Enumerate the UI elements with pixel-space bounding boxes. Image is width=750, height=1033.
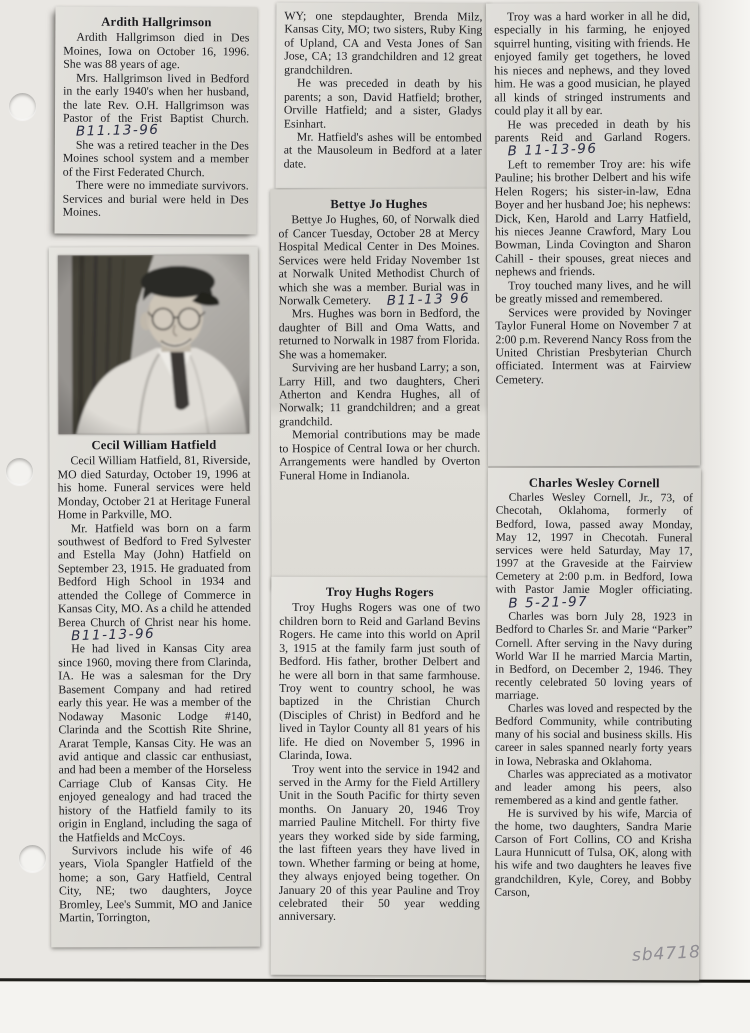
obituary-paragraph: Ardith Hallgrimson died in Des Moines, Iowa on October 16, 1996. She was 88 years of age. xyxy=(63,29,250,72)
obituary-ardith-hallgrimson xyxy=(55,7,258,235)
obituary-paragraph: WY; one stepdaughter, Brenda Milz, Kansas City, MO; two sisters, Ruby King of Upland, CA and Vesta Jones of San Jose, CA; 13 grandchildren and 12 great grandchildren. xyxy=(284,8,483,77)
obituary-paragraph: Charles was appreciated as a motivator and leader among his peers, also remembered as a kind and gentle father. xyxy=(494,768,692,808)
obituary-paragraph: Troy went into the service in 1942 and served in the Army for the Field Artillery Unit in the South Pacific for thirty seven months. On January 20, 1946 Troy married Pauline Mitchell. For thirty five years they worked side by side farming, the last fifteen years they have lived in town. Whether farming or being at home, they always enjoyed being together. On January 20 of this year Pauline and Troy celebrated their 50 year wedding anniversary. xyxy=(278,761,481,924)
obituary-paragraph: Surviving are her husband Larry; a son, Larry Hill, and two daughters, Cheri Atherton and Kendra Hughes, all of Norwalk; 11 grandchildren; and a great grandchild. xyxy=(278,359,481,429)
obituary-paragraph: Troy touched many lives, and he will be greatly missed and remembered. xyxy=(495,277,692,306)
handwritten-date-annotation: B 11-13-96 xyxy=(507,141,598,160)
obituary-paragraph: Cecil William Hatfield, 81, Riverside, MO died Saturday, October 19, 1996 at his home. Funeral services were held Monday, October 21 at Heritage Funeral Home in Parkville, MO. xyxy=(57,453,251,522)
obituary-paragraph: She was a retired teacher in the Des Moines school system and a member of the First Federated Church. xyxy=(62,137,249,179)
obituary-title: Ardith Hallgrimson xyxy=(101,14,212,30)
obituary-paragraph: Charles was born July 28, 1923 in Bedford to Charles Sr. and Marie “Parker” Cornell. After serving in the Navy during World War II he married Marcia Martin, in Bedford, on December 2, 1946. They recently celebrated 50 loving years of marriage. xyxy=(495,611,693,702)
obituary-body xyxy=(278,213,480,482)
obituary-body xyxy=(284,9,483,171)
archive-code-handwritten: sb4718 xyxy=(631,942,702,966)
portrait-photo xyxy=(58,255,250,435)
obituary-paragraph: Charles Wesley Cornell, Jr., 73, of Checotah, Oklahoma, formerly of Bedford, Iowa, passed away Monday, May 12, 1997 in Checotah. Funeral services were held Saturday, May 17, 1997 at the Graveside at the Fairview Cemetery at 2:00 p.m. in Bedford, Iowa with Pastor Jamie Mogler officiating. B 5-21-97 xyxy=(495,492,693,612)
obituary-title: Cecil William Hatfield xyxy=(91,437,217,453)
underlying-sheet-area xyxy=(0,982,750,1033)
obituary-paragraph: Services were provided by Novinger Taylor Funeral Home on November 7 at 2:00 p.m. Reverend Nancy Ross from the United Christian Presbyterian Church officiated. Interment was at Fairview Cemetery. xyxy=(495,304,692,387)
obituary-paragraph: Mrs. Hallgrimson lived in Bedford in the early 1940's when her husband, the late Rev. O.H. Hallgrimson was Pastor of the Frist Baptist Church. B11.13-96 xyxy=(62,70,250,140)
obituary-paragraph: Bettye Jo Hughes, 60, of Norwalk died of Cancer Tuesday, October 28 at Mercy Hospital Medical Center in Des Moines. Services were held Friday November 1st at Norwalk United Methodist Church of which she was a member. Burial was in Norwalk Cemetery. B11-13 96 xyxy=(278,211,480,309)
obituary-body xyxy=(494,492,692,900)
handwritten-date-annotation: B11-13-96 xyxy=(70,625,156,645)
obituary-paragraph: Memorial contributions may be made to Hospice of Central Iowa or her church. Arrangements were handled by Overton Funeral Home in Indianola. xyxy=(279,426,481,483)
hole-punch xyxy=(6,458,33,485)
obituary-troy-hughs-rogers-continuation xyxy=(486,3,700,467)
obituary-body xyxy=(58,454,253,925)
obituary-paragraph: Left to remember Troy are: his wife Pauline; his brother Delbert and his wife Helen Rogers; his sister-in-law, Edna Boyer and her husband Joe; his nephews: Dick, Ken, Harold and Larry Hatfield, his nieces Jeanne Crawford, Mary Lou Bowman, Linda Covington and Sharon Cahill - their spouses, great nieces and nephews and friends. xyxy=(494,156,692,279)
obituary-title: Troy Hughs Rogers xyxy=(325,584,434,600)
obituary-body xyxy=(279,601,481,924)
obituary-body xyxy=(63,31,250,220)
obituary-paragraph: Charles was loved and respected by the Bedford Community, while contributing many of his social and business skills. His career in sales spanned nearly forty years in Iowa, Nebraska and Oklahoma. xyxy=(494,702,693,768)
obituary-paragraph: Troy was a hard worker in all he did, especially in his farming, he enjoyed squirrel hunting, visiting with friends. He enjoyed family get togethers, he loved his nieces and nephews, and they loved him. He was a good musician, he played all kinds of stringed instruments and could play it all by ear. xyxy=(494,8,691,118)
obituary-paragraph: Mr. Hatfield's ashes will be entombed at the Mausoleum in Bedford at a later date. xyxy=(283,129,482,171)
obituary-paragraph: He is survived by his wife, Marcia of the home, two daughters, Sandra Marie Carson of Fort Collins, CO and Krisha Laura Hunnicutt of Tulsa, OK, along with his wife and two daughters he leaves five grandchildren, Kyle, Corey, and Bobby Carson, xyxy=(494,807,692,899)
obituary-title: Charles Wesley Cornell xyxy=(528,475,660,491)
hole-punch xyxy=(19,845,46,872)
obituary-paragraph: Mrs. Hughes was born in Bedford, the daughter of Bill and Oma Watts, and returned to Norwalk in 1987 from Florida. She was a homemaker. xyxy=(278,306,480,362)
obituary-paragraph: Survivors include his wife of 46 years, Viola Spangler Hatfield of the home; a son, Gary Hatfield, Central City, NE; two daughters, Joyce Bromley, Lee's Summit, MO and Janice Martin, Torrington, xyxy=(58,842,253,925)
hole-punch xyxy=(9,93,36,120)
obituary-paragraph: Mr. Hatfield was born on a farm southwest of Bedford to Fred Sylvester and Estella May (John) Hatfield on September 23, 1915. He graduated from Bedford High School in 1934 and attended the College of Commerce in Kansas City, MO. As a child he attended Berea Church of Christ near his home. B11-13-96 xyxy=(57,520,252,645)
handwritten-date-annotation: B 5-21-97 xyxy=(508,593,589,612)
obituary-paragraph: He was preceded in death by his parents Reid and Garland Rogers. B 11-13-96 xyxy=(494,116,691,160)
obituary-troy-hughs-rogers xyxy=(271,577,489,975)
obituary-body xyxy=(494,10,692,387)
obituary-paragraph: There were no immediate survivors. Services and burial were held in Des Moines. xyxy=(62,177,249,219)
obituary-cecil-hatfield-continuation xyxy=(276,2,491,189)
handwritten-date-annotation: B11.13-96 xyxy=(75,122,160,140)
portrait-photo-illustration xyxy=(58,255,250,435)
obituary-paragraph: Troy Hughs Rogers was one of two children born to Reid and Garland Bevins Rogers. He came into this world on April 3, 1915 at the family farm just south of Bedford. His father, brother Delbert and he were all born in that same farmhouse. Troy went to country school, he was baptized in the Christian Church (Disciples of Christ) in Bedford and he lived in Taylor County all 81 years of his life. He died on November 5, 1996 in Clarinda, Iowa. xyxy=(279,600,481,763)
obituary-cecil-hatfield xyxy=(49,247,260,948)
obituary-charles-wesley-cornell xyxy=(486,468,701,981)
obituary-paragraph: He had lived in Kansas City area since 1960, moving there from Clarinda, IA. He was a salesman for the Dry Basement Company and had retired early this year. He was a member of the Nodaway Masonic Lodge #140, Clarinda and the Scottish Rite Shrine, Ararat Temple, Kansas City. He was an avid antique and classic car enthusiast, and had been a member of the Horseless Carriage Club of Kansas City. He enjoyed genealogy and had traced the history of the Hatfield family to its origin in England, including the saga of the Hatfields and McCoys. xyxy=(58,641,252,844)
obituary-bettye-jo-hughes xyxy=(270,189,488,590)
handwritten-date-annotation: B11-13 96 xyxy=(386,290,471,309)
page-right-margin xyxy=(704,0,750,982)
obituary-title: Bettye Jo Hughes xyxy=(330,196,428,212)
obituary-paragraph: He was preceded in death by his parents; a son, David Hatfield; brother, Orville Hatfield; and a sister, Gladys Esinhart. xyxy=(283,75,483,131)
